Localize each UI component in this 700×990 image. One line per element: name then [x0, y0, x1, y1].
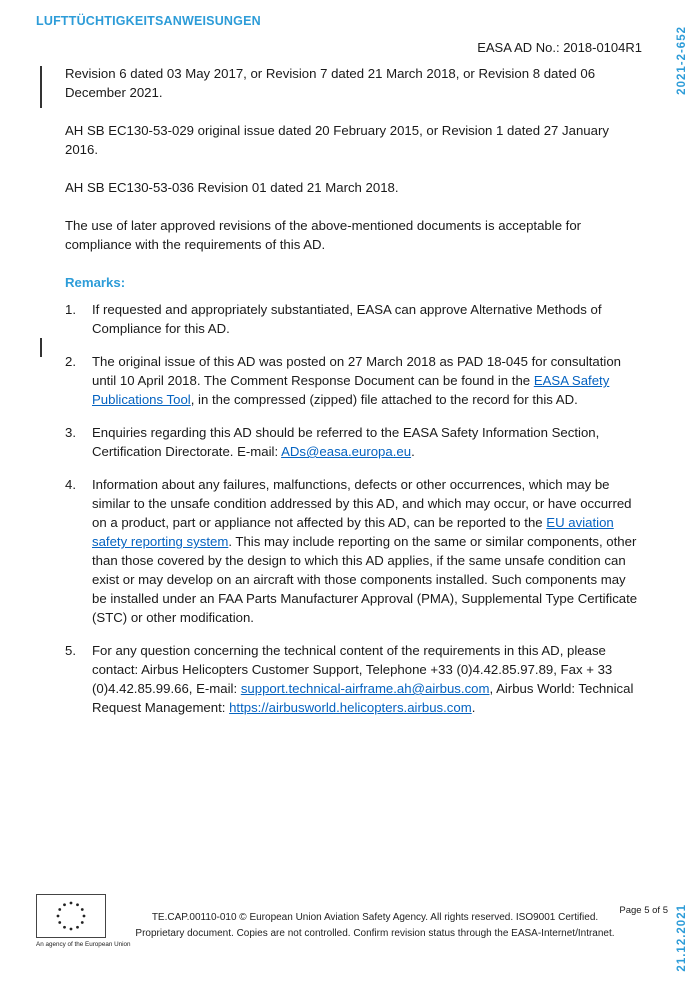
- hyperlink[interactable]: ADs@easa.europa.eu: [281, 444, 412, 459]
- paragraph-sb-029: AH SB EC130-53-029 original issue dated 20 February 2015, or Revision 1 dated 27 January 2016.: [65, 123, 609, 157]
- remark-item-4: [65, 475, 641, 627]
- remark-number: 1.: [65, 302, 76, 317]
- remark-item-5: [65, 641, 641, 717]
- side-publication-date: 21.12.2021: [676, 904, 688, 972]
- change-bar: [40, 338, 42, 357]
- remark-text: Enquiries regarding this AD should be referred to the EASA Safety Information Section, Certification Directorate. E-mail: ADs@easa.europa.eu.: [92, 425, 600, 459]
- remark-text: The original issue of this AD was posted on 27 March 2018 as PAD 18-045 for consultation until 10 April 2018. The Comment Response Document can be found in the EASA Safety Publications Tool, in the compressed (zipped) file attached to the record for this AD.: [92, 354, 622, 407]
- paragraph-sb-036: AH SB EC130-53-036 Revision 01 dated 21 March 2018.: [65, 180, 399, 195]
- remark-item-3: [65, 423, 641, 461]
- change-bar: [40, 66, 42, 108]
- footer-legal-text: [130, 910, 620, 941]
- hyperlink[interactable]: EU aviation safety reporting system: [92, 515, 614, 549]
- ad-number: EASA AD No.: 2018-0104R1: [477, 40, 642, 55]
- remark-text: If requested and appropriately substantiated, EASA can approve Alternative Methods of Compliance for this AD.: [92, 302, 602, 336]
- eu-flag-icon: [36, 894, 106, 938]
- footer-line-2: Proprietary document. Copies are not controlled. Confirm revision status through the EASA-Internet/Intranet.: [135, 927, 615, 939]
- hyperlink[interactable]: support.technical-airframe.ah@airbus.com: [240, 681, 490, 696]
- remark-number: 3.: [65, 425, 76, 440]
- remark-number: 2.: [65, 354, 76, 369]
- remark-text: Information about any failures, malfunctions, defects or other occurrences, which may be similar to the unsafe condition addressed by this AD, and which may occur, or have occurred on a product, part or appliance not affected by this AD, can be reported to the EU aviation safety reporting system. This may include reporting on the same or similar components, other than those covered by the design to which this AD applies, if the same unsafe condition can exist or may develop on an aircraft with those components installed. Such components may be installed under an FAA Parts Manufacturer Approval (PMA), Supplemental Type Certificate (STC) or other modification.: [92, 477, 638, 625]
- remark-text: For any question concerning the technical content of the requirements in this AD, please contact: Airbus Helicopters Customer Support, Telephone +33 (0)4.42.85.97.89, Fax + 33 (0)4.42.85.99.66, E-mail: support.technical-airframe.ah@airbus.com, Airbus World: Technical Request Management: https://airbusworld.helicopters.airbus.com.: [92, 643, 634, 715]
- remark-number: 5.: [65, 643, 76, 658]
- remark-number: 4.: [65, 477, 76, 492]
- side-reference-number: 2021-2-652: [676, 26, 688, 95]
- eu-agency-caption: An agency of the European Union: [36, 941, 131, 948]
- remark-item-1: [65, 300, 641, 338]
- hyperlink[interactable]: EASA Safety Publications Tool: [92, 373, 610, 407]
- paragraph-revision-dates: Revision 6 dated 03 May 2017, or Revision 7 dated 21 March 2018, or Revision 8 dated 06 December 2021.: [65, 66, 596, 100]
- footer-line-1: TE.CAP.00110-010 © European Union Aviation Safety Agency. All rights reserved. ISO9001 Certified.: [151, 912, 599, 923]
- page-number: Page 5 of 5: [619, 905, 668, 916]
- remark-item-2: [65, 352, 641, 409]
- hyperlink[interactable]: https://airbusworld.helicopters.airbus.com: [229, 700, 472, 715]
- paragraph-later-revisions: The use of later approved revisions of the above-mentioned documents is acceptable for compliance with the requirements of this AD.: [65, 218, 582, 252]
- remarks-heading: Remarks:: [65, 275, 126, 290]
- document-type-heading: LUFTTÜCHTIGKEITSANWEISUNGEN: [36, 14, 261, 28]
- eu-agency-logo: [36, 894, 131, 948]
- document-body: [65, 64, 641, 731]
